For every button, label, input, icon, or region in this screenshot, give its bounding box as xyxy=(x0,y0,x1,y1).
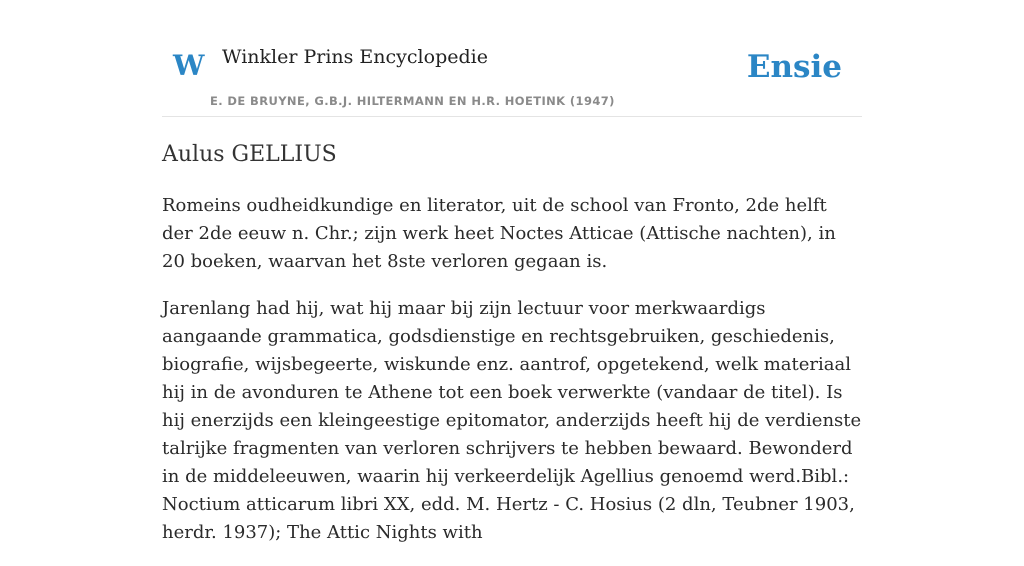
article-title: Aulus GELLIUS xyxy=(162,142,337,167)
article xyxy=(162,138,862,566)
winkler-prins-logo-icon[interactable]: W xyxy=(173,49,205,82)
source-title[interactable]: Winkler Prins Encyclopedie xyxy=(222,46,488,68)
site-header xyxy=(162,0,862,117)
article-paragraph: Romeins oudheidkundige en literator, uit de school van Fronto, 2de helft der 2de eeuw n. Chr.; zijn werk heet Noctes Atticae (Attische nachten), in 20 boeken, waarvan het 8ste verloren gegaan is. xyxy=(162,195,836,272)
source-authors: E. DE BRUYNE, G.B.J. HILTERMANN EN H.R. HOETINK (1947) xyxy=(210,94,615,108)
ensie-logo-link[interactable]: Ensie xyxy=(746,49,842,85)
article-paragraph: Jarenlang had hij, wat hij maar bij zijn lectuur voor merkwaardigs aangaande grammatica, godsdienstige en rechtsgebruiken, geschiedenis, biografie, wijsbegeerte, wiskunde enz. aantrof, opgetekend, welk materiaal hij in de avonduren te Athene tot een boek verwerkte (vandaar de titel). Is hij enerzijds een kleingeestige epitomator, anderzijds heeft hij de verdienste talrijke fragmenten van verloren schrijvers te hebben bewaard. Bewonderd in de middeleeuwen, waarin hij verkeerdelijk Agellius genoemd werd.Bibl.: Noctium atticarum libri XX, edd. M. Hertz - C. Hosius (2 dln, Teubner 1903, herdr. 1937); The Attic Nights with xyxy=(162,298,862,543)
